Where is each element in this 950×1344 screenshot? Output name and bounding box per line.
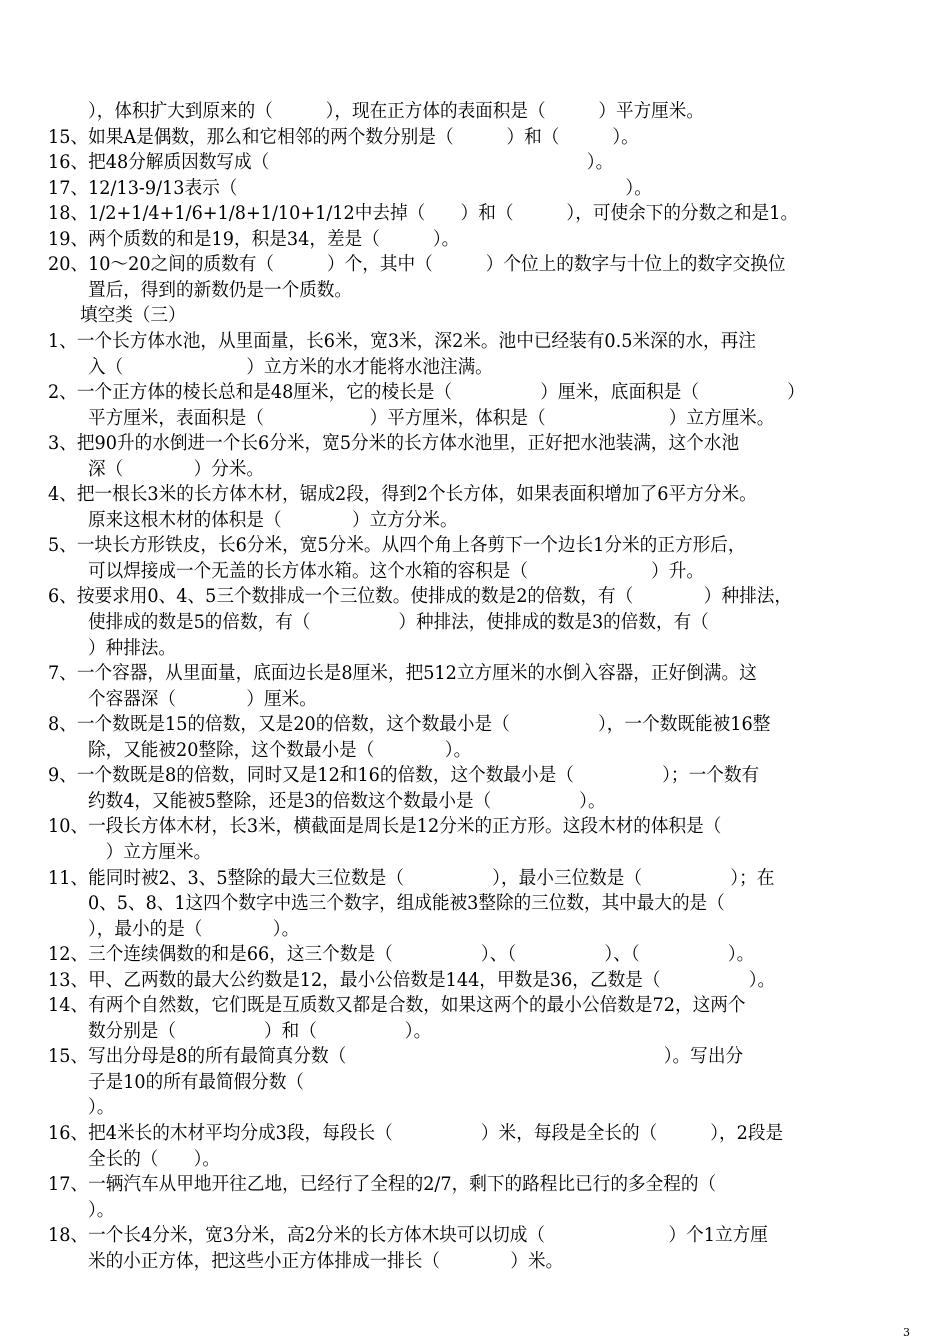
text-line-content: 6、按要求用0、4、5三个数排成一个三位数。使排成的数是2的倍数，有（ ）种排法， — [48, 586, 792, 608]
text-line — [0, 201, 950, 226]
text-line — [0, 1121, 950, 1146]
text-line — [0, 1198, 950, 1223]
text-line — [0, 840, 950, 865]
text-line — [0, 559, 950, 584]
text-line — [0, 533, 950, 558]
text-line — [0, 636, 950, 661]
text-line — [0, 814, 950, 839]
text-line-content: 深（ ）分米。 — [88, 458, 265, 480]
text-line-content: 16、把48分解质因数写成（ ）。 — [48, 152, 614, 174]
text-line — [0, 891, 950, 916]
text-line-content: 13、甲、乙两数的最大公约数是12，最小公倍数是144，甲数是36，乙数是（ ）。 — [48, 969, 776, 991]
text-line — [0, 1070, 950, 1095]
text-line — [0, 227, 950, 252]
text-line-content: 约数4，又能被5整除，还是3的倍数这个数最小是（ ）。 — [88, 790, 606, 812]
text-line-content: 12、三个连续偶数的和是66，这三个数是（ ）、（ ）、（ ）。 — [48, 944, 755, 966]
text-line — [0, 661, 950, 686]
text-line — [0, 993, 950, 1018]
text-line — [0, 150, 950, 175]
text-line — [0, 942, 950, 967]
text-line — [0, 789, 950, 814]
text-line-content: 4、把一根长3米的长方体木材，锯成2段，得到2个长方体，如果表面积增加了6平方分米。 — [48, 484, 757, 506]
text-line — [0, 687, 950, 712]
text-line-content: 17、12/13-9/13表示（ ）。 — [48, 177, 652, 199]
text-line-content: 可以焊接成一个无盖的长方体水箱。这个水箱的容积是（ ）升。 — [88, 560, 704, 582]
text-line — [0, 1095, 950, 1120]
text-line — [0, 1044, 950, 1069]
text-line-content: 17、一辆汽车从甲地开往乙地，已经行了全程的2/7，剩下的路程比已行的多全程的（ — [48, 1174, 717, 1196]
text-line-content: 置后，得到的新数仍是一个质数。 — [88, 279, 353, 301]
text-line-content: 0、5、8、1这四个数字中选三个数字，组成能被3整除的三位数，其中最大的是（ — [88, 893, 725, 915]
text-line — [0, 866, 950, 891]
text-line-content: ）。 — [88, 1097, 115, 1119]
text-line-content: 19、两个质数的和是19，积是34，差是（ ）。 — [48, 228, 460, 250]
text-line — [0, 508, 950, 533]
text-line — [0, 431, 950, 456]
text-line-content: 9、一个数既是8的倍数，同时又是12和16的倍数，这个数最小是（ ）；一个数有 — [48, 765, 760, 787]
text-line-content: 8、一个数既是15的倍数，又是20的倍数，这个数最小是（ ），一个数既能被16整 — [48, 714, 771, 736]
text-line — [0, 610, 950, 635]
text-line-content: ）立方厘米。 — [88, 841, 212, 863]
text-line — [0, 176, 950, 201]
text-line-content: 15、写出分母是8的所有最简真分数（ ）。写出分 — [48, 1046, 744, 1068]
text-line-content: ），最小的是（ ）。 — [88, 918, 300, 940]
text-line — [0, 380, 950, 405]
text-line — [0, 917, 950, 942]
text-line — [0, 457, 950, 482]
text-line-content: 子是10的所有最简假分数（ — [88, 1071, 304, 1093]
text-line-content: 15、如果A是偶数，那么和它相邻的两个数分别是（ ）和（ ）。 — [48, 126, 639, 148]
text-line — [0, 355, 950, 380]
text-line — [0, 252, 950, 277]
text-line — [0, 1172, 950, 1197]
text-line-content: 全长的（ ）。 — [88, 1148, 221, 1170]
text-line-content: 原来这根木材的体积是（ ）立方分米。 — [88, 509, 458, 531]
text-line-content: ）种排法。 — [88, 637, 177, 659]
text-line — [0, 99, 950, 124]
text-line-content: 入（ ）立方米的水才能将水池注满。 — [88, 356, 493, 378]
text-line — [0, 968, 950, 993]
text-line — [0, 763, 950, 788]
text-line-content: 18、一个长4分米，宽3分米，高2分米的长方体木块可以切成（ ）个1立方厘 — [48, 1225, 768, 1247]
text-line-content: 3、把90升的水倒进一个长6分米，宽5分米的长方体水池里，正好把水池装满，这个水池 — [48, 433, 740, 455]
text-line-content: 2、一个正方体的棱长总和是48厘米，它的棱长是（ ）厘米，底面积是（ ） — [48, 382, 805, 404]
text-line-content: ），体积扩大到原来的（ ），现在正方体的表面积是（ ）平方厘米。 — [88, 101, 704, 122]
text-line — [0, 125, 950, 150]
text-line-content: 个容器深（ ）厘米。 — [88, 688, 317, 710]
text-line — [0, 584, 950, 609]
text-line — [0, 738, 950, 763]
text-line-content: 1、一个长方体水池，从里面量，长6米，宽3米，深2米。池中已经装有0.5米深的水，再注 — [48, 330, 756, 352]
text-line-content: 14、有两个自然数，它们既是互质数又都是合数，如果这两个的最小公倍数是72，这两个 — [48, 995, 746, 1017]
text-line-content: 填空类（三） — [80, 305, 186, 327]
text-line — [0, 1249, 950, 1274]
text-line — [0, 329, 950, 354]
text-line-content: ）。 — [88, 1199, 115, 1221]
text-line-content: 16、把4米长的木材平均分成3段，每段长（ ）米，每段是全长的（ ），2段是 — [48, 1123, 784, 1144]
text-line-content: 10、一段长方体木材，长3米，横截面是周长是12分米的正方形。这段木材的体积是（ — [48, 816, 722, 838]
text-line — [0, 406, 950, 431]
page-number: 3 — [903, 1326, 910, 1339]
text-line-content: 使排成的数是5的倍数，有（ ）种排法，使排成的数是3的倍数，有（ — [88, 612, 709, 633]
text-line — [0, 278, 950, 303]
text-line-content: 20、10～20之间的质数有（ ）个，其中（ ）个位上的数字与十位上的数字交换位 — [48, 254, 786, 276]
text-line — [0, 482, 950, 507]
text-line-content: 7、一个容器，从里面量，底面边长是8厘米，把512立方厘米的水倒入容器，正好倒满。这 — [48, 663, 757, 685]
text-line-content: 平方厘米，表面积是（ ）平方厘米，体积是（ ）立方厘米。 — [88, 407, 775, 429]
text-line — [0, 1019, 950, 1044]
text-line — [0, 712, 950, 737]
text-line — [0, 1223, 950, 1248]
text-line — [0, 1147, 950, 1172]
text-line-content: 数分别是（ ）和（ ）。 — [88, 1020, 432, 1042]
text-line-content: 5、一块长方形铁皮，长6分米，宽5分米。从四个角上各剪下一个边长1分米的正方形后， — [48, 535, 746, 557]
text-line-content: 18、1/2+1/4+1/6+1/8+1/10+1/12中去掉（ ）和（ ），可使余下的分数之和是1。 — [48, 203, 799, 225]
text-line-content: 除，又能被20整除，这个数最小是（ ）。 — [88, 739, 472, 761]
text-line-content: 米的小正方体，把这些小正方体排成一排长（ ）米。 — [88, 1250, 564, 1272]
text-line-content: 11、能同时被2、3、5整除的最大三位数是（ ），最小三位数是（ ）；在 — [48, 867, 775, 889]
text-line — [0, 303, 950, 328]
